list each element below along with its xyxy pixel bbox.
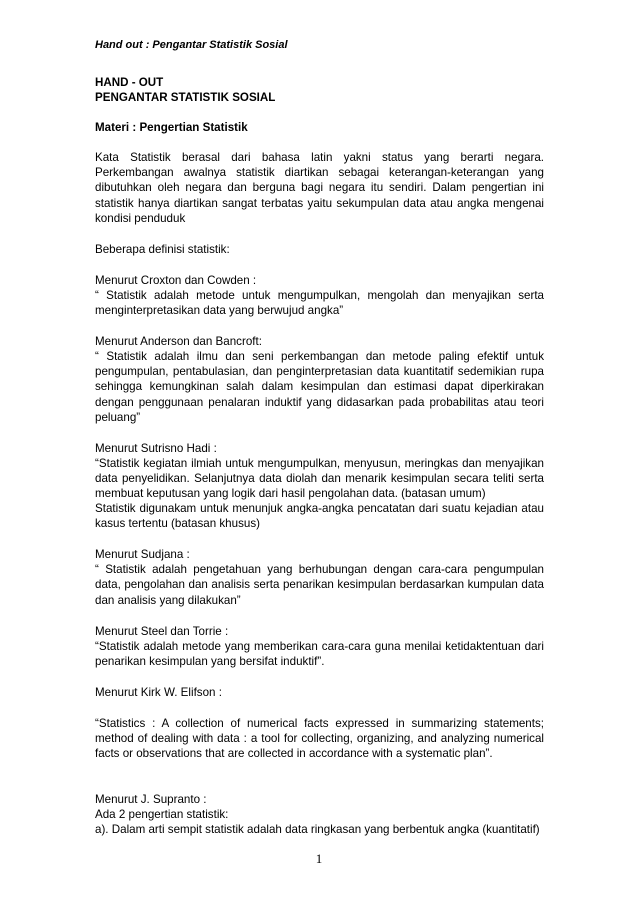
definition-text: “ Statistik adalah pengetahuan yang berhubungan dengan cara-cara pengumpulan data, pengolahan dan analisis serta penarikan kesimpulan berdasarkan kumpulan data dan analisis yang dilakukan” [95,563,544,607]
definition-text: “Statistics : A collection of numerical facts expressed in summarizing statements; method of dealing with data : a tool for collecting, organizing, and analyzing numerical facts or observations that are collected in accordance with a systematic plan”. [95,717,544,761]
definition-author: Menurut Steel dan Torrie : [95,624,229,638]
definition-author: Menurut Anderson dan Bancroft: [95,335,262,349]
materi-heading: Materi : Pengertian Statistik [95,121,248,135]
document-body [95,75,544,838]
definition-author: Menurut J. Supranto : [95,793,207,807]
intro-paragraph: Kata Statistik berasal dari bahasa latin yakni status yang berarti negara. Perkembangan awalnya statistik diartikan sebagai keterangan-keterangan yang dibutuhkan oleh negara dan berguna bagi negara itu sendiri. Dalam pengertian ini statistik hanya diartikan sangat terbatas yaitu sekumpulan data atau angka mengenai kondisi penduduk [95,151,544,225]
definition-text: “ Statistik adalah ilmu dan seni perkembangan dan metode paling efektif untuk pengumpulan, pentabulasian, dan penginterpretasian data kuantitatif sedemikian rupa sehingga kemungkinan salah dalam kesimpulan dan estimasi dapat diperkirakan dengan penggunaan penalaran induktif yang didasarkan pada probabilitas atau teori peluang” [95,350,544,424]
definition-text-secondary: Statistik digunakam untuk menunjuk angka-angka pencatatan dari suatu kejadian atau kasus tertentu (batasan khusus) [95,502,544,531]
definition-author: Menurut Croxton dan Cowden : [95,273,257,287]
document-title-line-2: PENGANTAR STATISTIK SOSIAL [95,91,276,105]
definition-author: Menurut Sudjana : [95,548,190,562]
page-number: 1 [315,851,323,866]
definitions-intro: Beberapa definisi statistik: [95,242,230,256]
definition-text: Ada 2 pengertian statistik: [95,808,229,822]
definition-text-secondary: a). Dalam arti sempit statistik adalah data ringkasan yang berbentuk angka (kuantitatif) [95,823,540,837]
running-header: Hand out : Pengantar Statistik Sosial [95,39,288,51]
definition-author: Menurut Sutrisno Hadi : [95,441,217,455]
definition-text: “Statistik kegiatan ilmiah untuk mengumpulkan, menyusun, meringkas dan menyajikan data penyelidikan. Selanjutnya data diolah dan menarik kesimpulan secara teliti serta membuat keputusan yang logik dari hasil pengolahan data. (batasan umum) [95,456,544,500]
definition-author: Menurut Kirk W. Elifson : [95,685,222,699]
definition-text: “ Statistik adalah metode untuk mengumpulkan, mengolah dan menyajikan serta menginterpretasikan data yang berwujud angka” [95,288,544,318]
document-title-line-1: HAND - OUT [95,76,164,89]
definition-text: “Statistik adalah metode yang memberikan cara-cara guna menilai ketidaktentuan dari penarikan kesimpulan yang bersifat induktif”. [95,639,544,668]
